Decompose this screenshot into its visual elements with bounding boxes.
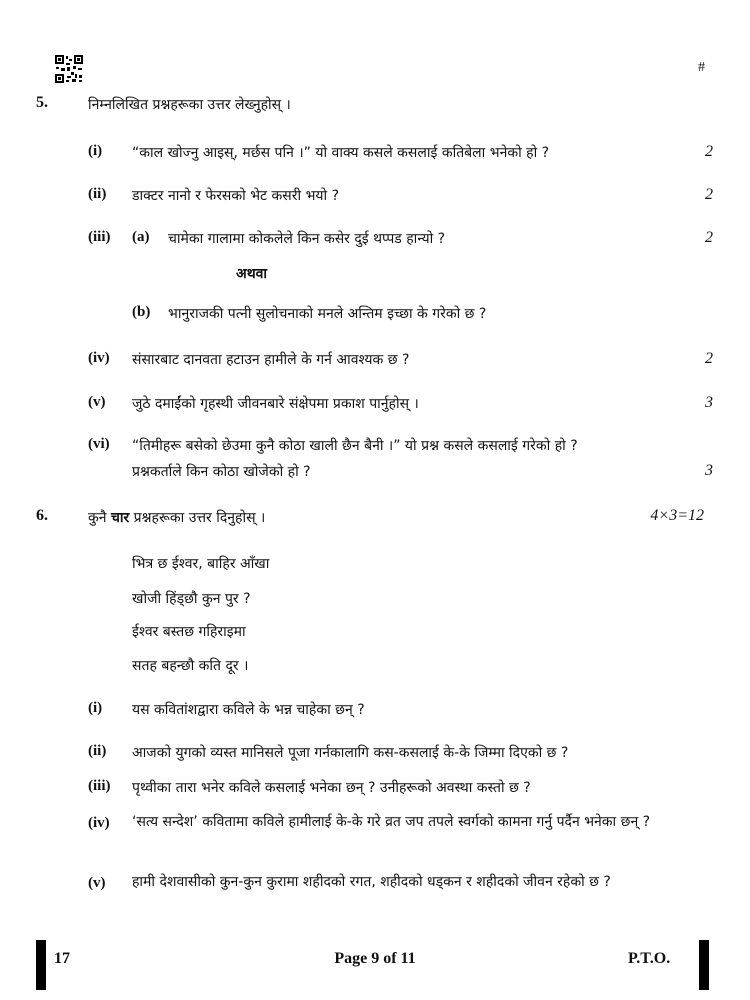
q5-item-text: संसारबाट दानवता हटाउन हामीले के गर्न आवश्यक छ ? [132, 352, 410, 368]
poem-line: ईश्वर बस्तछ गहिराइमा [132, 624, 246, 640]
poem-line: खोजी हिंड्छौ कुन पुर ? [132, 591, 251, 607]
q5-item-label: (vi) [88, 436, 110, 452]
q5-item-text-line-1: “तिमीहरू बसेको छेउमा कुनै कोठा खाली छैन बैनी ।” यो प्रश्न कसले कसलाई गरेको हो ? [132, 438, 578, 454]
q5-item-marks: 3 [705, 462, 713, 479]
q5-subitem-a-text: चामेका गालामा कोकलेले किन कसेर दुई थप्पड हान्यो ? [168, 231, 446, 247]
q6-item-label: (iv) [88, 815, 110, 831]
q5-subitem-b-text: भानुराजकी पत्नी सुलोचनाको मनले अन्तिम इच्छा के गरेको छ ? [168, 306, 487, 322]
q5-item-text-line-2: प्रश्नकर्ताले किन कोठा खोजेको हो ? [132, 464, 311, 480]
q5-item-label: (i) [88, 143, 103, 159]
q6-item-text: आजको युगको व्यस्त मानिसले पूजा गर्नकालागि कस-कसलाई के-के जिम्मा दिएको छ ? [132, 745, 569, 761]
q5-item-marks: 2 [705, 186, 713, 203]
question-6-instruction-emphasis: चार [110, 510, 130, 526]
question-5-number: 5. [36, 94, 48, 111]
q5-item-marks: 2 [705, 350, 713, 367]
q6-item-label: (i) [88, 700, 103, 716]
question-5-instruction: निम्नलिखित प्रश्नहरूका उत्तर लेख्नुहोस् । [88, 97, 291, 113]
poem-line: सतह बहन्छौ कति दूर । [132, 658, 249, 674]
footer-paper-code: 17 [54, 950, 70, 967]
q5-subitem-a-label: (a) [132, 229, 150, 245]
footer-pto: P.T.O. [628, 950, 671, 967]
q5-item-marks: 3 [705, 394, 713, 411]
qr-code-icon [55, 55, 83, 83]
footer-right-bar [699, 940, 709, 990]
q6-item-text: ‘सत्य सन्देश’ कवितामा कविले हामीलाई के-के गरे व्रत जप तपले स्वर्गको कामना गर्नु पर्दैन भनेका छन् ? [132, 814, 651, 830]
header-hash: # [698, 60, 705, 75]
footer-page-number: Page 9 of 11 [334, 950, 416, 967]
question-6-instruction: कुनै चार प्रश्नहरूका उत्तर दिनुहोस् । [88, 510, 266, 526]
q6-item-label: (ii) [88, 743, 107, 759]
q5-item-label: (ii) [88, 186, 107, 202]
q5-item-text: “काल खोज्नु आइस्, मर्छस पनि ।” यो वाक्य कसले कसलाई कतिबेला भनेको हो ? [132, 145, 550, 161]
q5-item-text: जुठे दमाईंको गृहस्थी जीवनबारे संक्षेपमा प्रकाश पार्नुहोस् । [132, 396, 419, 412]
q5-item-marks: 2 [705, 143, 713, 160]
q6-item-label: (v) [88, 875, 106, 891]
or-separator: अथवा [236, 266, 268, 282]
q5-subitem-b-label: (b) [132, 304, 151, 320]
q5-item-label: (iv) [88, 350, 110, 366]
q6-item-text: हामी देशवासीको कुन-कुन कुरामा शहीदको रगत, शहीदको धड्कन र शहीदको जीवन रहेको छ ? [132, 874, 611, 890]
q6-item-label: (iii) [88, 778, 111, 794]
q5-item-label: (v) [88, 394, 106, 410]
q5-item-marks: 2 [705, 229, 713, 246]
q6-item-text: पृथ्वीका तारा भनेर कविले कसलाई भनेका छन् ? उनीहरूको अवस्था कस्तो छ ? [132, 780, 531, 796]
poem-line: भित्र छ ईश्वर, बाहिर आँखा [132, 556, 270, 572]
question-6-marks: 4×3=12 [650, 507, 704, 524]
question-6-number: 6. [36, 507, 48, 524]
q5-item-text: डाक्टर नानो र फेरसको भेट कसरी भयो ? [132, 188, 340, 204]
q5-item-label: (iii) [88, 229, 111, 245]
q6-item-text: यस कवितांशद्वारा कविले के भन्न चाहेका छन् ? [132, 702, 365, 718]
